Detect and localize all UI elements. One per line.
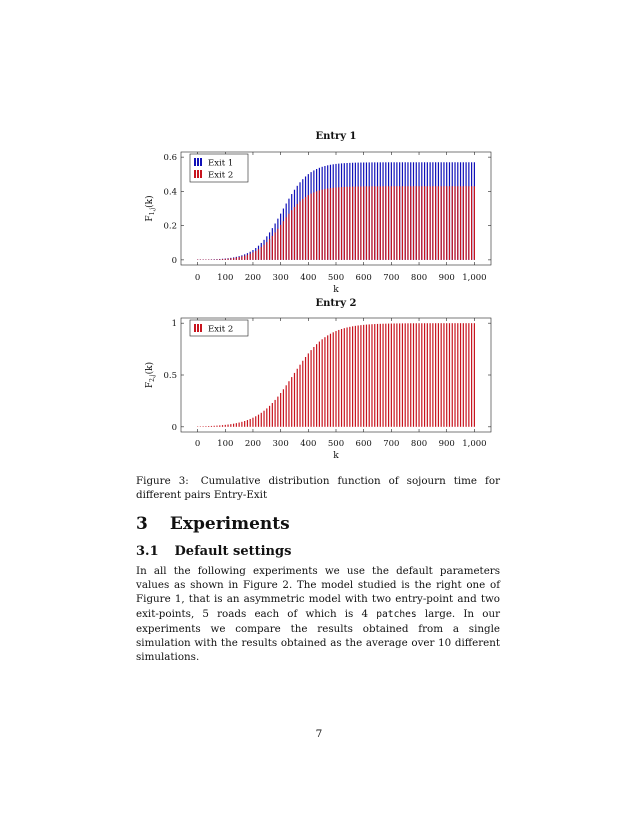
bar xyxy=(402,323,403,426)
bar xyxy=(211,426,212,427)
bar xyxy=(222,259,223,260)
bar xyxy=(388,324,389,427)
bar xyxy=(275,400,276,427)
bar xyxy=(203,426,204,427)
bar xyxy=(468,323,469,427)
subsection-number: 3.1 xyxy=(136,544,159,559)
bar xyxy=(280,225,281,260)
bar xyxy=(424,323,425,427)
bar xyxy=(438,323,439,427)
bar xyxy=(275,232,276,259)
legend-swatch xyxy=(194,170,202,178)
bar xyxy=(244,421,245,427)
bar xyxy=(322,190,323,260)
bar xyxy=(441,186,442,260)
bar xyxy=(333,188,334,260)
bar xyxy=(288,214,289,260)
legend xyxy=(190,320,248,336)
bar xyxy=(396,186,397,260)
bar xyxy=(294,207,295,260)
bar xyxy=(413,186,414,260)
x-tick-label: 100 xyxy=(217,273,234,283)
bar xyxy=(266,408,267,426)
bar xyxy=(310,194,311,260)
bar xyxy=(327,189,328,260)
bar xyxy=(291,377,292,427)
x-tick-label: 800 xyxy=(410,439,428,449)
x-tick-label: 500 xyxy=(327,439,345,449)
bar xyxy=(358,325,359,426)
bar xyxy=(382,186,383,260)
bar xyxy=(443,186,444,260)
bar xyxy=(313,192,314,259)
bar xyxy=(460,186,461,260)
bar xyxy=(239,423,240,427)
bar xyxy=(430,323,431,427)
bar xyxy=(241,422,242,427)
bar xyxy=(391,186,392,260)
bar xyxy=(468,186,469,260)
bar xyxy=(402,186,403,260)
x-tick-label: 600 xyxy=(355,273,372,283)
y-tick-label: 0.2 xyxy=(163,221,177,232)
bar xyxy=(457,186,458,260)
bar xyxy=(316,344,317,427)
bar xyxy=(286,217,287,260)
bar xyxy=(330,334,331,427)
bar xyxy=(452,186,453,260)
bar xyxy=(258,249,259,260)
bar xyxy=(313,347,314,427)
bar xyxy=(316,191,317,260)
bar xyxy=(280,393,281,427)
bar xyxy=(335,187,336,259)
bar xyxy=(247,420,248,427)
bar xyxy=(214,426,215,427)
bar xyxy=(446,323,447,427)
legend xyxy=(190,154,248,182)
bar xyxy=(463,323,464,427)
bar xyxy=(302,361,303,427)
bar xyxy=(241,256,242,259)
bar xyxy=(474,323,475,427)
legend-label: Exit 1 xyxy=(208,158,234,169)
bar xyxy=(302,199,303,260)
bar xyxy=(352,187,353,260)
bar xyxy=(416,323,417,427)
bar xyxy=(454,186,455,260)
bar xyxy=(227,259,228,260)
bar xyxy=(416,186,417,260)
bar xyxy=(252,252,253,259)
bar xyxy=(324,337,325,427)
x-tick-label: 900 xyxy=(438,273,455,283)
section-number: 3 xyxy=(136,514,148,534)
figure-caption-text: Cumulative distribution function of sojourn time for different pairs Entry-Exit xyxy=(136,475,500,501)
x-axis-label: k xyxy=(333,451,339,461)
bar xyxy=(391,324,392,427)
bar xyxy=(355,187,356,260)
chart-entry-2 xyxy=(0,296,638,464)
legend-swatch xyxy=(194,324,202,332)
chart-entry-1-svg xyxy=(0,126,638,298)
bar xyxy=(430,186,431,260)
bar xyxy=(377,324,378,427)
bar xyxy=(255,416,256,427)
bar xyxy=(222,425,223,427)
bar xyxy=(432,323,433,427)
bar xyxy=(299,201,300,260)
x-tick-label: 400 xyxy=(300,439,317,449)
bar xyxy=(377,186,378,260)
bar xyxy=(269,406,270,427)
section-heading xyxy=(136,514,290,534)
bar xyxy=(380,324,381,427)
x-tick-label: 0 xyxy=(194,439,201,449)
bar xyxy=(457,323,458,427)
y-tick-label: 0 xyxy=(171,255,177,266)
bar xyxy=(319,190,320,259)
bar xyxy=(465,323,466,427)
bar xyxy=(399,323,400,426)
bar xyxy=(324,189,325,260)
bar xyxy=(363,186,364,259)
bar xyxy=(263,411,264,427)
bar xyxy=(283,221,284,260)
bar xyxy=(385,186,386,260)
bar xyxy=(258,415,259,427)
y-tick-label: 1 xyxy=(171,319,177,330)
bar xyxy=(446,186,447,260)
legend-swatch xyxy=(194,158,202,166)
bar xyxy=(438,186,439,260)
bar xyxy=(305,357,306,427)
bar xyxy=(330,188,331,260)
legend-label: Exit 2 xyxy=(208,170,234,181)
bar xyxy=(346,187,347,260)
bar xyxy=(255,251,256,260)
bar xyxy=(338,187,339,260)
bar xyxy=(435,323,436,427)
bar xyxy=(374,186,375,260)
bar xyxy=(363,325,364,427)
x-tick-label: 700 xyxy=(383,439,400,449)
x-tick-label: 500 xyxy=(327,273,345,283)
section-title: Experiments xyxy=(169,514,290,534)
bar xyxy=(297,204,298,260)
x-tick-label: 100 xyxy=(217,439,234,449)
subsection-title: Default settings xyxy=(174,544,292,559)
bar xyxy=(369,324,370,426)
x-tick-label: 600 xyxy=(355,439,372,449)
bar xyxy=(216,259,217,260)
bar xyxy=(427,186,428,260)
bar xyxy=(366,325,367,427)
bar xyxy=(219,425,220,426)
paragraph-part-2: large. In our experiments we compare the results obtained from a single simulation with the results obtained as the average over 10 different simulations. xyxy=(136,607,500,664)
bar xyxy=(366,186,367,259)
bar xyxy=(449,323,450,427)
bar xyxy=(388,186,389,260)
bar xyxy=(352,326,353,427)
x-tick-label: 200 xyxy=(244,273,262,283)
chart-title: Entry 1 xyxy=(315,131,357,142)
bar xyxy=(308,195,309,260)
bar xyxy=(294,373,295,427)
bar xyxy=(261,413,262,427)
y-tick-label: 0.4 xyxy=(163,187,177,198)
bar xyxy=(250,419,251,427)
bar xyxy=(236,258,237,260)
bar xyxy=(452,323,453,427)
bar xyxy=(252,418,253,427)
bar xyxy=(471,186,472,260)
bar xyxy=(225,425,226,427)
y-tick-label: 0.6 xyxy=(163,153,177,164)
bar xyxy=(344,187,345,260)
bar xyxy=(239,257,240,260)
bar xyxy=(272,236,273,260)
bar xyxy=(261,247,262,260)
bar xyxy=(413,323,414,427)
bar xyxy=(474,186,475,260)
bar xyxy=(244,256,245,260)
bars xyxy=(197,323,475,427)
bar xyxy=(216,426,217,427)
bar xyxy=(349,327,350,427)
chart-entry-2-svg xyxy=(0,296,638,464)
bar xyxy=(443,323,444,427)
bar xyxy=(338,330,339,427)
bar xyxy=(227,425,228,427)
bar xyxy=(236,423,237,427)
y-axis-label: $F_{2,j}(k)$ xyxy=(145,361,156,389)
bar xyxy=(360,186,361,259)
figure-caption xyxy=(136,474,500,502)
bar xyxy=(205,426,206,427)
bar xyxy=(380,186,381,260)
bar xyxy=(418,186,419,260)
page-number: 7 xyxy=(315,728,323,740)
x-tick-label: 1,000 xyxy=(462,273,487,283)
bar xyxy=(341,329,342,427)
body-paragraph xyxy=(136,564,500,664)
series-2 xyxy=(197,186,475,260)
bar xyxy=(449,186,450,260)
bar xyxy=(396,323,397,426)
bar xyxy=(460,323,461,427)
bar xyxy=(291,210,292,260)
bar xyxy=(374,324,375,427)
bar xyxy=(346,327,347,426)
bar xyxy=(208,426,209,427)
bar xyxy=(335,331,336,427)
bar xyxy=(385,324,386,427)
bar xyxy=(349,187,350,260)
chart-entry-1 xyxy=(0,126,638,298)
bar xyxy=(233,424,234,427)
bar xyxy=(266,242,267,260)
bar xyxy=(399,186,400,260)
x-tick-label: 300 xyxy=(272,439,289,449)
bar xyxy=(319,342,320,427)
bar xyxy=(394,323,395,426)
bar xyxy=(421,323,422,427)
x-axis-label: k xyxy=(333,285,339,295)
bar xyxy=(405,323,406,426)
bar xyxy=(355,326,356,427)
bar xyxy=(263,245,264,260)
bar xyxy=(283,389,284,427)
bar xyxy=(305,197,306,260)
bar xyxy=(250,254,251,260)
bar xyxy=(230,258,231,260)
paragraph-part-1: In all the following experiments we use the default parameters values as shown in Figure 2. The model studied is the right one of Figure 1, that is an asymmetric model with two entry-point and two exit-points, 5 roads each of which is 4 xyxy=(136,565,500,620)
x-tick-label: 200 xyxy=(244,439,262,449)
bar xyxy=(454,323,455,427)
bar xyxy=(322,339,323,427)
bar xyxy=(407,323,408,427)
bar xyxy=(310,350,311,427)
bar xyxy=(371,324,372,427)
bar xyxy=(371,186,372,260)
bar xyxy=(327,335,328,426)
bar xyxy=(230,424,231,427)
bar xyxy=(333,332,334,427)
x-tick-label: 400 xyxy=(300,273,317,283)
bar xyxy=(369,186,370,260)
bar xyxy=(463,186,464,260)
legend-label: Exit 2 xyxy=(208,324,234,335)
x-tick-label: 0 xyxy=(194,273,201,283)
chart-title: Entry 2 xyxy=(315,298,357,309)
x-tick-label: 700 xyxy=(383,273,400,283)
bar xyxy=(358,186,359,259)
bar xyxy=(344,328,345,427)
figure-caption-label: Figure 3: xyxy=(136,475,189,487)
bar xyxy=(272,403,273,427)
paragraph-code-term: patches xyxy=(376,608,417,620)
bar xyxy=(219,259,220,260)
bar xyxy=(233,258,234,260)
bar xyxy=(427,323,428,427)
y-tick-label: 0.5 xyxy=(163,371,177,381)
bar xyxy=(341,187,342,260)
bar xyxy=(421,186,422,260)
bar xyxy=(432,186,433,260)
bar xyxy=(277,229,278,260)
x-tick-label: 800 xyxy=(410,273,428,283)
bar xyxy=(405,186,406,260)
bar xyxy=(410,323,411,427)
bar xyxy=(407,186,408,260)
bar xyxy=(424,186,425,260)
bar xyxy=(247,255,248,260)
bar xyxy=(382,324,383,427)
bar xyxy=(288,381,289,427)
x-tick-label: 300 xyxy=(272,273,289,283)
bar xyxy=(394,186,395,260)
bar xyxy=(308,353,309,426)
bar xyxy=(297,369,298,427)
x-tick-label: 1,000 xyxy=(462,439,487,449)
y-axis-label: $F_{1,j}(k)$ xyxy=(145,195,156,222)
bar xyxy=(269,239,270,260)
bar xyxy=(277,397,278,427)
bar xyxy=(441,323,442,427)
bar xyxy=(410,186,411,260)
bar xyxy=(418,323,419,427)
bar xyxy=(471,323,472,427)
bar xyxy=(286,385,287,427)
y-tick-label: 0 xyxy=(171,422,177,433)
bar xyxy=(225,259,226,260)
bar xyxy=(435,186,436,260)
subsection-heading xyxy=(136,544,291,559)
bar xyxy=(360,325,361,427)
bar xyxy=(465,186,466,260)
bar xyxy=(299,365,300,427)
series-1 xyxy=(197,323,475,427)
x-tick-label: 900 xyxy=(438,439,455,449)
